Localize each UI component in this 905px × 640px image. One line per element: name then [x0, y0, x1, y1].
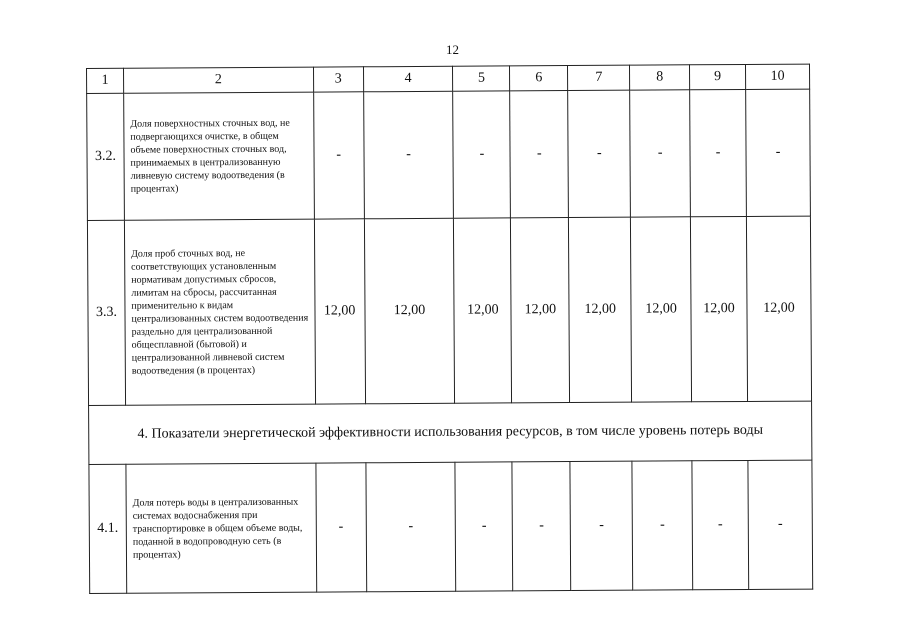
value-cell: -	[512, 462, 571, 591]
value-cell: -	[570, 461, 633, 590]
value-cell: -	[568, 90, 631, 217]
value-cell: -	[630, 90, 691, 217]
table-row	[89, 460, 813, 593]
header-cell: 10	[746, 64, 810, 89]
value-cell: -	[453, 91, 511, 218]
section-title: 4. Показатели энергетической эффективности использования ресурсов, в том числе уровень потерь воды	[89, 401, 812, 464]
header-cell: 5	[453, 66, 510, 91]
row-description: Доля проб сточных вод, не соответствующих установленным нормативам допустимых сбросов, лимитам на сбросы, рассчитанная применительно к видам централизованных систем водоотведения раздельно для централизованной общесплавной (бытовой) и централизованной ливневой систем водоотведения (в процентах)	[124, 219, 315, 405]
value-cell: 12,00	[631, 217, 692, 402]
row-number: 3.3.	[87, 220, 125, 405]
header-cell: 7	[568, 65, 630, 90]
header-cell: 8	[630, 65, 690, 90]
indicators-table	[86, 64, 813, 594]
page-number: 12	[446, 42, 459, 57]
value-cell: -	[748, 460, 813, 589]
section-heading-row	[89, 401, 812, 464]
value-cell: 12,00	[314, 219, 365, 404]
value-cell: -	[455, 462, 513, 591]
value-cell: -	[510, 91, 569, 218]
value-cell: -	[366, 462, 457, 592]
header-cell: 9	[690, 64, 746, 89]
header-cell: 3	[313, 67, 363, 92]
row-description: Доля поверхностных сточных вод, не подвергающихся очистке, в общем объеме поверхностных сточных вод, принимаемых в централизованную ливневую систему водоотведения (в процентах)	[124, 92, 314, 220]
header-cell: 4	[363, 66, 453, 92]
value-cell: 12,00	[569, 217, 632, 402]
value-cell: -	[746, 89, 811, 216]
table-row	[87, 89, 811, 220]
value-cell: -	[632, 461, 693, 590]
value-cell: -	[692, 460, 749, 589]
value-cell: -	[316, 463, 367, 592]
value-cell: 12,00	[454, 218, 512, 403]
row-number: 4.1.	[89, 464, 127, 593]
value-cell: 12,00	[511, 218, 570, 403]
table-row	[87, 216, 811, 405]
value-cell: -	[363, 91, 454, 219]
value-cell: 12,00	[746, 216, 811, 401]
value-cell: -	[313, 92, 364, 219]
row-description: Доля потерь воды в централизованных системах водоснабжения при транспортировке в общем объеме воды, поданной в водопроводную сеть (в процентах)	[126, 463, 317, 593]
value-cell: -	[690, 89, 747, 216]
value-cell: 12,00	[364, 218, 455, 404]
row-number: 3.2.	[87, 93, 125, 220]
header-cell: 6	[510, 66, 568, 91]
header-cell: 2	[123, 67, 313, 93]
header-cell: 1	[87, 68, 124, 93]
value-cell: 12,00	[691, 216, 748, 401]
